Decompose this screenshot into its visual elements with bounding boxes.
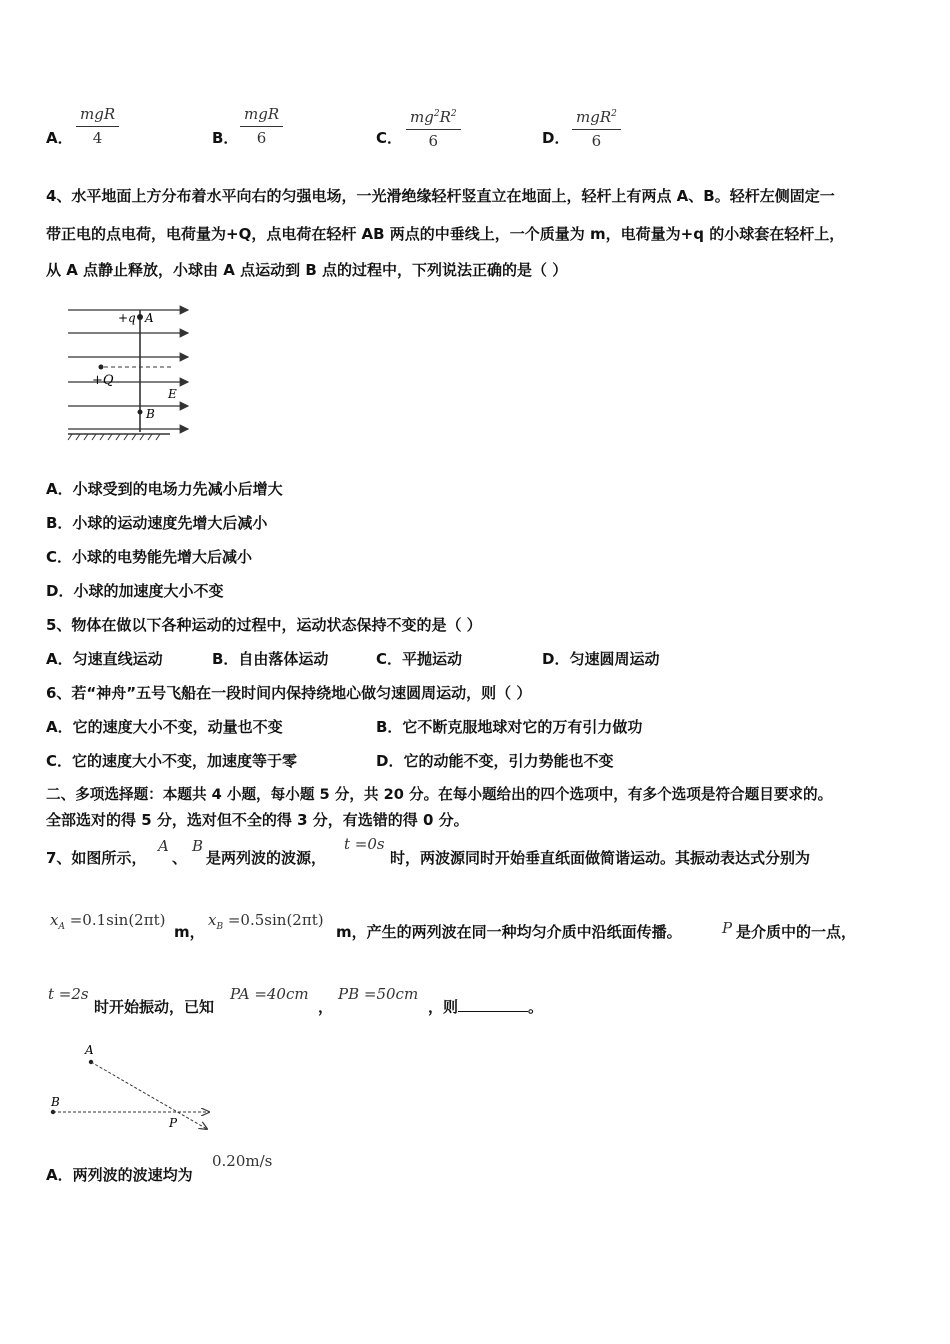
q3-option-a-fraction[interactable]: mgR 4 bbox=[76, 104, 119, 149]
q7-unit-b-text: m，产生的两列波在同一种均匀介质中沿纸面传播。 bbox=[336, 923, 682, 941]
q4-figure-electric-field bbox=[60, 300, 200, 445]
q7-mid-2: 时，两波源同时开始垂直纸面做简谐运动。其振动表达式分别为 bbox=[390, 849, 811, 867]
field-lines bbox=[68, 310, 188, 429]
q7-t0: t =0s bbox=[344, 835, 385, 853]
q4-option-c[interactable]: C．小球的电势能先增大后减小 bbox=[46, 548, 253, 566]
q3-option-c-fraction[interactable]: $\frac{mg^2R^2}{6}$ bbox=[406, 104, 461, 152]
q4-option-b[interactable]: B．小球的运动速度先增大后减小 bbox=[46, 514, 268, 532]
q3-option-d-label: D． bbox=[542, 129, 570, 147]
q6-option-c[interactable]: C．它的速度大小不变，加速度等于零 bbox=[46, 752, 298, 770]
q7-pb: PB =50cm bbox=[338, 985, 419, 1003]
q7-symbol-b: B bbox=[192, 837, 204, 855]
q5-stem: 5、物体在做以下各种运动的过程中，运动状态保持不变的是（ ） bbox=[46, 616, 482, 634]
q6-option-a[interactable]: A．它的速度大小不变，动量也不变 bbox=[46, 718, 283, 736]
section-2-heading-line-2: 全部选对的得 5 分，选对但不全的得 3 分，有选错的得 0 分。 bbox=[46, 811, 469, 829]
q5-option-d[interactable]: D．匀速圆周运动 bbox=[542, 650, 660, 668]
q3-option-a-label: A． bbox=[46, 129, 73, 147]
q7-pa: PA =40cm bbox=[230, 985, 309, 1003]
q7-comma: ， bbox=[318, 998, 334, 1016]
ray-from-a bbox=[91, 1062, 207, 1129]
q5-option-b[interactable]: B．自由落体运动 bbox=[212, 650, 329, 668]
q5-option-c[interactable]: C．平抛运动 bbox=[376, 650, 463, 668]
label-charge-q: +q bbox=[118, 311, 136, 325]
q7-equation-xa: $x_A =0.1\sin(2\pi t)$ bbox=[50, 911, 166, 932]
q7-line-3-b: ，则 。 bbox=[428, 998, 544, 1016]
q7-figure-wave-sources bbox=[45, 1042, 220, 1132]
label-b: B bbox=[51, 1095, 60, 1109]
q6-stem: 6、若“神舟”五号飞船在一段时间内保持绕地心做匀速圆周运动，则（ ） bbox=[46, 684, 532, 702]
label-point-a: A bbox=[145, 311, 154, 325]
q7-separator: 、 bbox=[172, 849, 188, 867]
point-charge bbox=[99, 365, 104, 370]
q4-option-d[interactable]: D．小球的加速度大小不变 bbox=[46, 582, 224, 600]
q7-line-3-a: 时开始振动，已知 bbox=[94, 998, 215, 1016]
q7-option-a[interactable]: A．两列波的波速均为 bbox=[46, 1166, 193, 1184]
ground-hatch bbox=[68, 434, 170, 440]
label-charge-Q: +Q bbox=[92, 373, 114, 388]
label-field-e: E bbox=[168, 387, 177, 401]
q4-stem-line-2: 带正电的点电荷，电荷量为+Q，点电荷在轻杆 AB 两点的中垂线上，一个质量为 m，电荷量为+q 的小球套在轻杆上， bbox=[46, 225, 845, 243]
ball-at-a bbox=[137, 314, 143, 320]
q7-symbol-p: P bbox=[722, 919, 733, 937]
q7-t2: t =2s bbox=[48, 985, 89, 1003]
q4-option-a[interactable]: A．小球受到的电场力先减小后增大 bbox=[46, 480, 283, 498]
q4-stem-line-3: 从 A 点静止释放，小球由 A 点运动到 B 点的过程中，下列说法正确的是（ ） bbox=[46, 261, 568, 279]
q7-unit-a: m， bbox=[174, 923, 205, 941]
q7-equation-xb: $x_B =0.5\sin(2\pi t)$ bbox=[208, 911, 324, 932]
answer-blank[interactable] bbox=[458, 997, 528, 1012]
q7-tail-2: 是介质中的一点， bbox=[736, 923, 857, 941]
q3-option-d-fraction[interactable]: mgR$^2$ 6 bbox=[572, 104, 621, 152]
q7-symbol-a: A bbox=[158, 837, 169, 855]
q7-mid-1: 是两列波的波源， bbox=[206, 849, 327, 867]
q7-prefix: 7、如图所示， bbox=[46, 849, 147, 867]
q6-option-b[interactable]: B．它不断克服地球对它的万有引力做功 bbox=[376, 718, 643, 736]
label-a: A bbox=[85, 1043, 94, 1057]
q3-option-c-label: C． bbox=[376, 129, 403, 147]
label-p: P bbox=[169, 1116, 178, 1130]
section-2-heading-line-1: 二、多项选择题：本题共 4 小题，每小题 5 分，共 20 分。在每小题给出的四个选项中，有多个选项是符合题目要求的。 bbox=[46, 786, 833, 803]
q5-option-a[interactable]: A．匀速直线运动 bbox=[46, 650, 163, 668]
point-b-dot bbox=[138, 410, 143, 415]
q3-option-b-label: B． bbox=[212, 129, 239, 147]
q3-option-b-fraction[interactable]: mgR 6 bbox=[240, 104, 283, 149]
q6-option-d[interactable]: D．它的动能不变，引力势能也不变 bbox=[376, 752, 614, 770]
label-point-b: B bbox=[146, 407, 155, 421]
q4-stem-line-1: 4、水平地面上方分布着水平向右的匀强电场，一光滑绝缘轻杆竖直立在地面上，轻杆上有两点 A、B。轻杆左侧固定一 bbox=[46, 187, 835, 205]
q7-option-a-value: 0.20m/s bbox=[212, 1152, 273, 1170]
